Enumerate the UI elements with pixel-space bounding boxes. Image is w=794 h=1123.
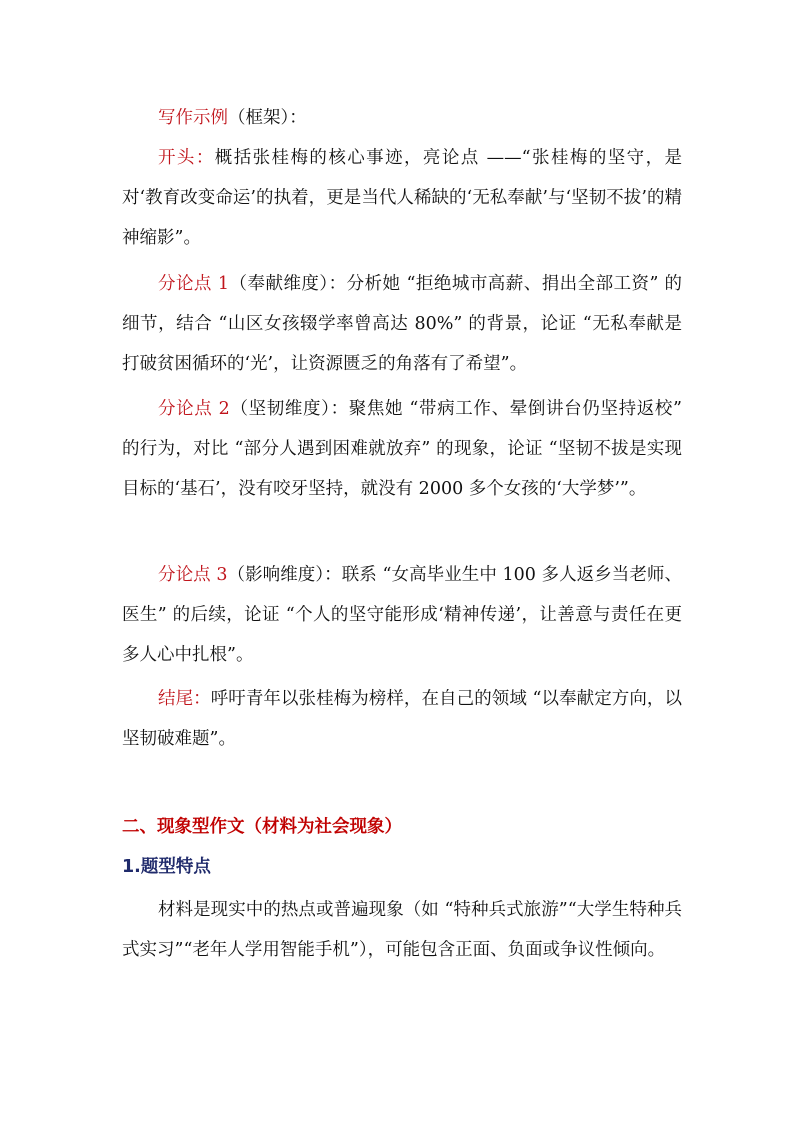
ending-text: 呼吁青年以张桂梅为榜样，在自己的领域 “以奉献定方向，以坚韧破难题”。 [122,689,682,749]
opening-label: 开头： [158,148,215,168]
example-heading-suffix: （框架）： [228,108,307,128]
point3-label: 分论点 3 [158,565,228,585]
section2-title: 二、现象型作文（材料为社会现象） [122,817,402,837]
point3-text: （影响维度）：联系 “女高毕业生中 100 多人返乡当老师、医生” 的后续，论证 “个人的坚守能形成‘精神传递’，让善意与责任在更多人心中扎根”。 [122,565,682,665]
opening-text: 概括张桂梅的核心事迹，亮论点 ——“张桂梅的坚守，是对‘教育改变命运’的执着，更是当代人稀缺的‘无私奉献’与‘坚韧不拔’的精神缩影”。 [122,148,683,248]
section2-body: 材料是现实中的热点或普遍现象（如 “特种兵式旅游”“大学生特种兵式实习”“老年人学用智能手机”），可能包含正面、负面或争议性倾向。 [122,900,682,960]
example-heading [122,98,682,138]
point2-text: （坚韧维度）：聚焦她 “带病工作、晕倒讲台仍坚持返校” 的行为，对比 “部分人遇到困难就放弃” 的现象，论证 “坚韧不拔是实现目标的‘基石’，没有咬牙坚持，就没有 2000 多个女孩的‘大学梦’”。 [122,399,682,499]
example-heading-label: 写作示例 [158,108,228,128]
point1-label: 分论点 1 [158,274,230,294]
opening-paragraph [122,138,682,258]
point1-paragraph [122,264,682,384]
point2-label: 分论点 2 [158,399,230,419]
point3-paragraph [122,555,682,675]
ending-paragraph [122,679,682,759]
section2-subtitle: 1.题型特点 [122,857,211,877]
point1-text: （奉献维度）：分析她 “拒绝城市高薪、捐出全部工资” 的细节，结合 “山区女孩辍学率曾高达 80%” 的背景，论证 “无私奉献是打破贫困循环的‘光’，让资源匮乏的角落有了希望”。 [122,274,682,374]
ending-label: 结尾： [158,689,211,709]
point2-paragraph [122,389,682,509]
